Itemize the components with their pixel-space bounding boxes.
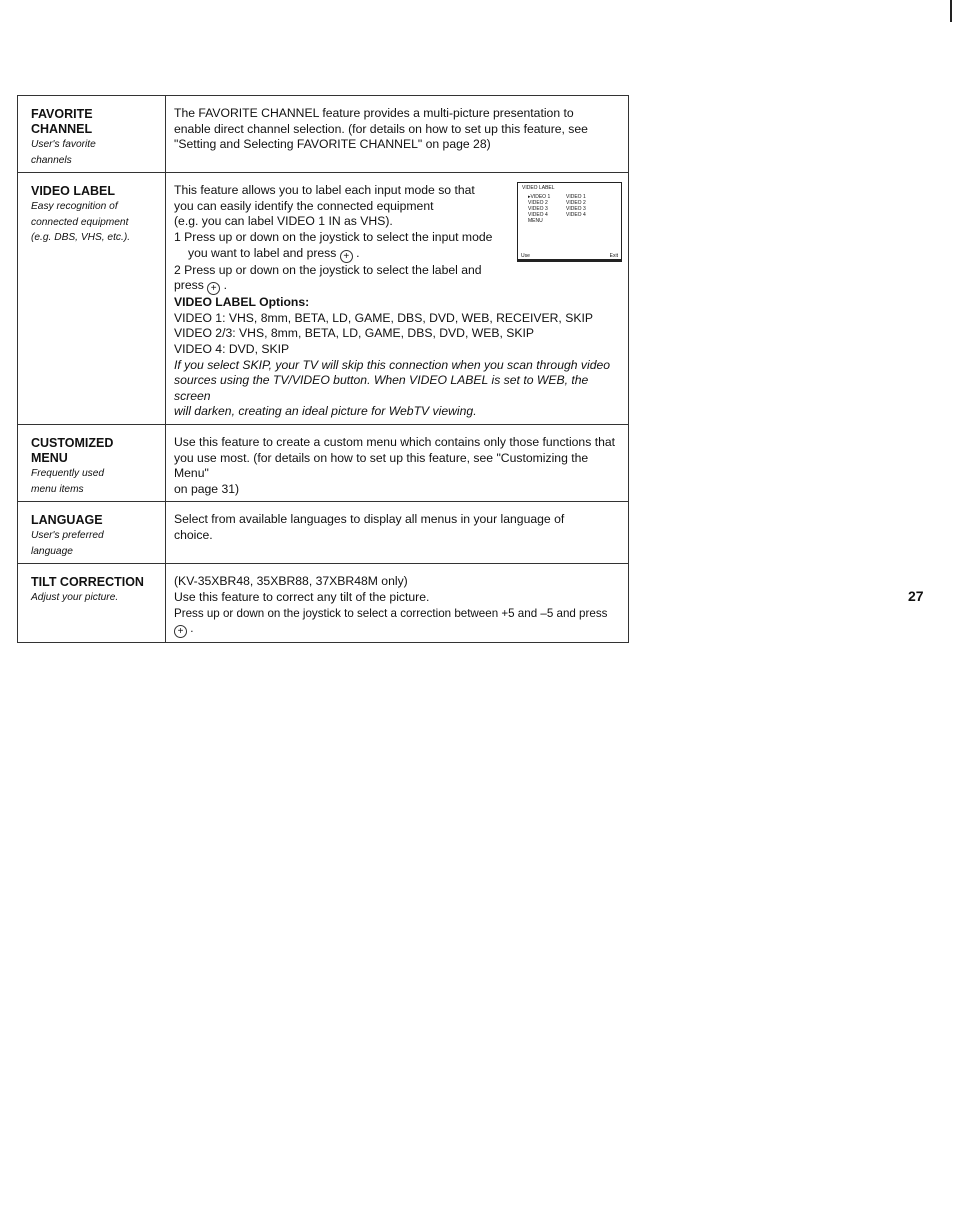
description-cell (166, 424, 629, 501)
description-line: you can easily identify the connected equipment (174, 198, 434, 213)
osd-item: VIDEO 3 (566, 206, 586, 213)
description-line: "Setting and Selecting FAVORITE CHANNEL" on page 28) (174, 137, 491, 152)
feature-title: VIDEO LABEL (31, 184, 116, 199)
feature-title: MENU (31, 450, 68, 465)
osd-exit-label: Exit (609, 253, 618, 260)
feature-subtitle: Easy recognition of (31, 201, 118, 213)
feature-subtitle: User's preferred (31, 530, 104, 542)
osd-item: ▸VIDEO 1 (528, 194, 551, 201)
step-line: 2 Press up or down on the joystick to select the label and press + . (174, 262, 482, 295)
description-line: Use this feature to create a custom menu which contains only those functions that (174, 434, 616, 449)
feature-title: CUSTOMIZED (31, 435, 114, 450)
joystick-button-icon: + (340, 250, 353, 263)
description-text: Press up or down on the joystick to select a correction between +5 and –5 and press (174, 606, 608, 620)
osd-item: VIDEO 4 (528, 212, 548, 219)
description-line: (e.g. you can label VIDEO 1 IN as VHS). (174, 214, 393, 229)
osd-left-column (528, 194, 550, 218)
feature-subtitle: (e.g. DBS, VHS, etc.). (31, 232, 131, 244)
description-line: (KV-35XBR48, 35XBR88, 37XBR48M only) (174, 574, 408, 589)
option-line: VIDEO 2/3: VHS, 8mm, BETA, LD, GAME, DBS, DVD, WEB, SKIP (174, 326, 535, 341)
description-cell (166, 564, 629, 643)
row-tilt-correction (18, 564, 629, 643)
description-cell (166, 502, 629, 564)
description-line: Press up or down on the joystick to select a correction between +5 and –5 and press + . (174, 606, 608, 638)
osd-item: VIDEO 4 (566, 212, 586, 219)
osd-item: VIDEO 2 (566, 200, 586, 207)
label-cell (18, 424, 166, 501)
note-line: will darken, creating an ideal picture for WebTV viewing. (174, 404, 477, 419)
video-label-osd-screen (517, 182, 622, 262)
joystick-button-icon: + (207, 282, 220, 295)
row-customized-menu (18, 424, 629, 501)
description-line: you use most. (for details on how to set up this feature, see "Customizing the Menu" (174, 450, 589, 481)
label-cell (18, 96, 166, 173)
feature-subtitle: Frequently used (31, 467, 105, 479)
osd-item: VIDEO 3 (528, 206, 548, 213)
options-heading: VIDEO LABEL Options: (174, 295, 310, 310)
step-text: 2 Press up or down on the joystick to select the label and press (174, 262, 482, 293)
feature-subtitle: menu items (31, 483, 84, 495)
description-cell (166, 173, 629, 425)
feature-subtitle: connected equipment (31, 216, 129, 228)
feature-subtitle: Adjust your picture. (31, 592, 119, 604)
step-line: 1 Press up or down on the joystick to select the input mode (174, 229, 493, 244)
osd-bottom-bar (518, 259, 621, 261)
description-cell (166, 96, 629, 173)
osd-right-column (566, 194, 586, 218)
option-line: VIDEO 4: DVD, SKIP (174, 341, 290, 356)
feature-title: LANGUAGE (31, 513, 103, 528)
description-line: enable direct channel selection. (for details on how to set up this feature, see (174, 121, 588, 136)
osd-title: VIDEO LABEL (522, 185, 555, 192)
feature-title: CHANNEL (31, 122, 93, 136)
description-line: This feature allows you to label each input mode so that (174, 183, 475, 198)
row-video-label (18, 173, 629, 425)
osd-menu-label: MENU (528, 218, 543, 225)
option-line: VIDEO 1: VHS, 8mm, BETA, LD, GAME, DBS, DVD, WEB, RECEIVER, SKIP (174, 310, 593, 325)
label-cell (18, 502, 166, 564)
edge-mark (950, 0, 952, 22)
osd-item: VIDEO 2 (528, 200, 548, 207)
feature-title: TILT CORRECTION (31, 575, 144, 590)
joystick-button-icon: + (174, 625, 187, 638)
description-line: on page 31) (174, 481, 240, 496)
features-table (17, 95, 629, 643)
osd-use-label: Use (521, 253, 530, 260)
page-number: 27 (908, 588, 924, 604)
row-favorite-channel (18, 96, 629, 173)
feature-title: FAVORITE (31, 107, 93, 121)
row-language (18, 502, 629, 564)
label-cell (18, 173, 166, 425)
description-line: The FAVORITE CHANNEL feature provides a multi-picture presentation to (174, 106, 574, 120)
feature-subtitle: channels (31, 154, 72, 166)
label-cell (18, 564, 166, 643)
osd-item: VIDEO 1 (566, 194, 586, 201)
note-line: If you select SKIP, your TV will skip this connection when you scan through video (174, 357, 611, 372)
note-line: sources using the TV/VIDEO button. When VIDEO LABEL is set to WEB, the screen (174, 373, 589, 403)
description-line: Select from available languages to display all menus in your language of (174, 512, 565, 527)
description-line: choice. (174, 527, 213, 542)
step-text: you want to label and press (188, 245, 337, 260)
feature-subtitle: User's favorite (31, 139, 96, 150)
feature-subtitle: language (31, 545, 73, 557)
description-line: Use this feature to correct any tilt of the picture. (174, 590, 430, 605)
step-line: you want to label and press + . (188, 245, 360, 262)
